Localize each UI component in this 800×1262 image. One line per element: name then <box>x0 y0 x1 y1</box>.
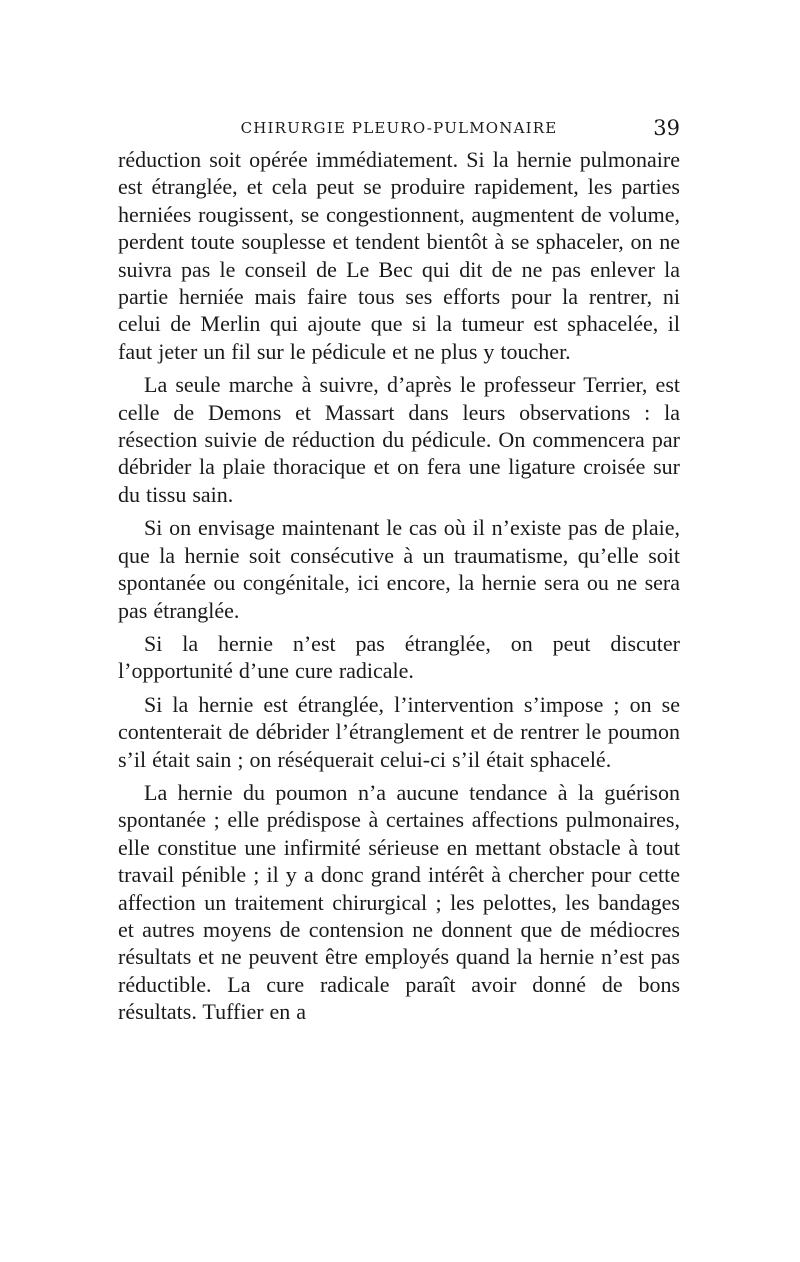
body-text <box>118 146 680 1032</box>
page-number: 39 <box>653 116 680 140</box>
paragraph-1: réduction soit opérée immédiatement. Si la hernie pulmonaire est étranglée, et cela peut se produire rapidement, les parties herniées rougissent, se congestionnent, augmentent de volume, perdent toute souplesse et tendent bientôt à se sphaceler, on ne suivra pas le conseil de Le Bec qui dit de ne pas enlever la partie herniée mais faire tous ses efforts pour la rentrer, ni celui de Merlin qui ajoute que si la tumeur est sphacelée, il faut jeter un fil sur le pédicule et ne plus y toucher. <box>118 147 680 364</box>
paragraph-5: Si la hernie est étranglée, l’intervention s’impose ; on se contenterait de débrider l’étranglement et de rentrer le poumon s’il était sain ; on réséquerait celui-ci s’il était sphacelé. <box>118 691 680 772</box>
paragraph-2: La seule marche à suivre, d’après le professeur Terrier, est celle de Demons et Massart dans leurs observations : la résection suivie de réduction du pédicule. On commencera par débrider la plaie thoracique et on fera une ligature croisée sur du tissu sain. <box>118 372 680 507</box>
running-title: CHIRURGIE PLEURO-PULMONAIRE <box>240 119 558 137</box>
paragraph-6: La hernie du poumon n’a aucune tendance à la guérison spontanée ; elle prédispose à certaines affections pulmonaires, elle constitue une infirmité sérieuse en mettant obstacle à tout travail pénible ; il y a donc grand intérêt à chercher pour cette affection un traitement chirurgical ; les pelottes, les bandages et autres moyens de contension ne donnent que de médiocres résultats et ne peuvent être employés quand la hernie n’est pas réductible. La cure radicale paraît avoir donné de bons résultats. Tuffier en a <box>118 779 680 1025</box>
paragraph-3: Si on envisage maintenant le cas où il n’existe pas de plaie, que la hernie soit consécutive à un traumatisme, qu’elle soit spontanée ou congénitale, ici encore, la hernie sera ou ne sera pas étranglée. <box>118 515 680 623</box>
running-head <box>118 116 680 140</box>
paragraph-4: Si la hernie n’est pas étranglée, on peut discuter l’opportunité d’une cure radicale. <box>118 630 680 684</box>
